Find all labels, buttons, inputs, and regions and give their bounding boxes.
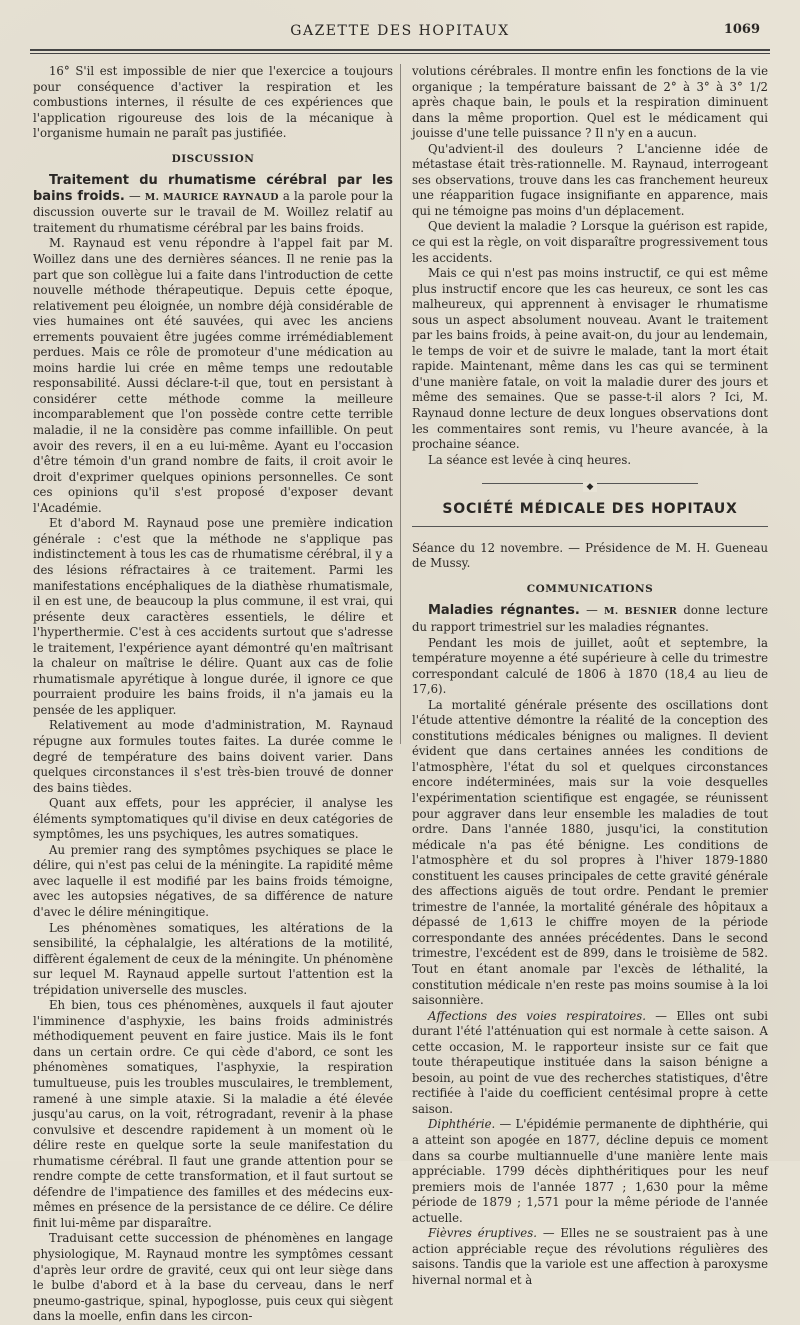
paragraph: Quant aux effets, pour les apprécier, il analyse les éléments symptomatiques qu'il divise en deux catégories de symptômes, les uns psychiques, les autres somatiques. — [33, 796, 393, 842]
article-title: Traitement du rhumatisme cérébral par les bains froids. — [33, 173, 393, 204]
publication-title: GAZETTE DES HOPITAUX — [290, 23, 510, 39]
paragraph: Et d'abord M. Raynaud pose une première indication générale : c'est que la méthode ne s'applique pas indistinctement à tous les cas de rhumatisme cérébral, il y a des lésions réfractaires à ce traitement. Parmi les manifestations encéphaliques de la diathèse rhumatismale, il en est une, de beaucoup la plus commune, il est vrai, qui présente deux caractères essentiels, le délire et l'hyperthermie. C'est à ces accidents surtout que s'adresse le traitement, l'expérience ayant démontré qu'en maîtrisant la chaleur on maîtrise le délire. Quant aux cas de folie rhumatismale apyrétique à longue durée, il ignore ce que pourraient produire les bains froids, il n'a jamais eu la pensée de les appliquer. — [33, 516, 393, 717]
paragraph-text: — L'épidémie permanente de diphthérie, qui a atteint son apogée en 1877, décline depuis ce moment dans sa courbe multiannuelle d'une manière lente mais appréciable. 1799 décès diphthéritiques pour les neuf premiers mois de l'année 1877 ; 1,630 pour la même période de 1879 ; 1,571 pour la même période de l'année actuelle. — [412, 1117, 768, 1225]
speaker-name: M. MAURICE RAYNAUD — [144, 191, 279, 203]
paragraph: Pendant les mois de juillet, août et septembre, la température moyenne a été supérieure à celle du trimestre correspondant calculé de 1806 à 1870 (18,4 au lieu de 17,6). — [412, 635, 768, 697]
paragraph-text: a la parole pour la discussion ouverte sur le travail de M. Woillez relatif au traitement du rhumatisme cérébral par les bains froids. — [33, 188, 393, 235]
paragraph: La séance est levée à cinq heures. — [428, 452, 632, 467]
paragraph — [412, 1117, 768, 1226]
dash: — — [124, 188, 145, 203]
page-number: 1069 — [723, 22, 760, 37]
column-divider — [400, 64, 401, 744]
paragraph: La mortalité générale présente des oscillations dont l'étude attentive démontre la réalité de la conception des constitutions médicales bénignes ou malignes. Il devient évident que dans certaines années les conditions de l'atmosphère, l'état du sol et quelques circonstances encore indéterminées, mais sur la voie desquelles l'expérimentation scientifique est engagée, se réunissent pour aggraver dans leur ensemble les maladies de tout ordre. Dans l'année 1880, jusqu'ici, la constitution médicale n'a pas été bénigne. Les conditions de l'atmosphère et du sol propres à l'hiver 1879-1880 constituent les causes principales de cette gravité générale des affections aiguës de tout ordre. Pendant le premier trimestre de l'année, la mortalité générale des hôpitaux a dépassé de 1,613 le chiffre moyen de la période correspondante des années précédentes. Dans le second trimestre, l'excédent est de 899, dans le troisième de 582. Tout en étant anomale par l'excès de léthalité, la constitution médicale n'en reste pas moins soumise à la loi saisonnière. — [412, 697, 768, 1008]
left-column — [33, 64, 393, 1324]
paragraph — [412, 1009, 768, 1118]
paragraph-text: — Elles ne se soustraient pas à une action appréciable reçue des révolutions régulières des saisons. Tandis que la variole est une affection à paroxysme hivernal normal et à — [412, 1226, 769, 1287]
paragraph-text: donne lecture du rapport trimestriel sur les maladies régnantes. — [412, 603, 768, 634]
subsection-title: Diphthérie. — [428, 1117, 496, 1132]
paragraph: M. Raynaud est venu répondre à l'appel fait par M. Woillez dans une des dernières séances. Il ne renie pas la part que son collègue lui a faite dans l'introduction de cette nouvelle méthode thérapeutique. Depuis cette époque, relativement peu éloignée, un nombre déjà considérable de vies humaines ont été sauvées, qui avec les anciens errements pouvaient être jugées comme irrémédiablement perdues. Mais ce rôle de promoteur d'une médication au moins hardie lui crée en même temps une redoutable responsabilité. Aussi déclare-t-il que, tout en persistant à considérer cette méthode comme la meilleure incomparablement que l'on possède contre cette terrible maladie, il ne la considère pas comme infaillible. On peut avoir des revers, il en a eu lui-même. Ayant eu l'occasion d'être témoin d'un grand nombre de faits, il croit avoir le droit d'exprimer quelques opinions personnelles. Ce sont ces opinions qu'il s'est proposé d'exposer devant l'Académie. — [33, 236, 393, 515]
society-title: SOCIÉTÉ MÉDICALE DES HOPITAUX — [442, 501, 738, 518]
right-column — [412, 64, 769, 1287]
paragraph: volutions cérébrales. Il montre enfin les fonctions de la vie organique ; la température baissant de 2° à 3° à 3° 1/2 après chaque bain, le pouls et la respiration diminuent dans la même proportion. Quel est le médicament qui jouisse d'une telle puissance ? Il n'y en a aucun. — [412, 64, 768, 141]
paragraph: Les phénomènes somatiques, les altérations de la sensibilité, la céphalalgie, les altérations de la motilité, diffèrent également de ceux de la méningite. Un phénomène sur lequel M. Raynaud appelle surtout l'attention est la trépidation universelle des muscles. — [33, 920, 393, 997]
header-rule — [30, 49, 770, 54]
section-heading: COMMUNICATIONS — [526, 582, 654, 595]
paragraph — [33, 173, 393, 236]
paragraph — [412, 1226, 768, 1288]
paragraph: Traduisant cette succession de phénomènes en langage physiologique, M. Raynaud montre les symptômes cessant d'après leur ordre de gravité, ceux qui ont leur siège dans le bulbe d'abord et à la base du cerveau, dans le nerf pneumo-gastrique, spinal, hypoglosse, puis ceux qui siègent dans la moelle, enfin dans les circon- — [33, 1231, 393, 1324]
title-rule — [412, 526, 768, 527]
subsection-title: Fièvres éruptives. — [428, 1226, 537, 1241]
diamond-icon: ◆ — [583, 482, 598, 492]
paragraph: Qu'advient-il des douleurs ? L'ancienne idée de métastase était très-rationnelle. M. Raynaud, interrogeant ses observations, trouve dans les cas franchement heureux une réapparition fugace insignifiante en apparence, mais qui ne témoigne pas moins d'un déplacement. — [412, 141, 768, 218]
ornament-divider — [412, 478, 768, 493]
dash: — — [579, 603, 605, 618]
paragraph: 16° S'il est impossible de nier que l'exercice a toujours pour conséquence d'activer la respiration et les combustions internes, il résulte de ces expériences que l'application rigoureuse des lois de la mécanique à l'organisme humain ne paraît pas justifiée. — [33, 64, 393, 141]
paragraph: Que devient la maladie ? Lorsque la guérison est rapide, ce qui est la règle, on voit disparaître progressivement tous les accidents. — [412, 219, 768, 265]
session-line: Séance du 12 novembre. — Présidence de M. H. Gueneau de Mussy. — [412, 540, 768, 571]
page-header — [30, 20, 770, 46]
paragraph: Eh bien, tous ces phénomènes, auxquels il faut ajouter l'imminence d'asphyxie, les bains froids administrés méthodiquement peuvent en faire justice. Mais ils le font dans un certain ordre. Ce qui cède d'abord, ce sont les phénomènes somatiques, l'asphyxie, la respiration tumultueuse, puis les troubles musculaires, le tremblement, ramené à une simple ataxie. Si la maladie a été élevée jusqu'au carus, on la voit, rétrogradant, revenir à la phase convulsive et descendre rapidement à un moment où le délire reste en quelque sorte la seule manifestation du rhumatisme cérébral. Il faut une grande attention pour se rendre compte de cette transformation, et il faut surtout se défendre de l'impatience des familles et des médecins eux-mêmes en présence de la persistance de ce délire. Ce délire finit lui-même par disparaître. — [33, 998, 393, 1230]
subsection-title: Affections des voies respiratoires. — [428, 1008, 646, 1023]
paragraph: Au premier rang des symptômes psychiques se place le délire, qui n'est pas celui de la méningite. La rapidité même avec laquelle il est modifié par les bains froids témoigne, avec les autopsies négatives, de sa différence de nature d'avec le délire méningitique. — [33, 842, 393, 919]
section-heading: DISCUSSION — [171, 152, 255, 165]
paragraph — [412, 603, 768, 635]
paragraph: Relativement au mode d'administration, M. Raynaud répugne aux formules toutes faites. La durée comme le degré de température des bains doivent varier. Dans quelques circonstances il s'est très-bien trouvé de donner des bains tièdes. — [33, 718, 393, 795]
paragraph-text: — Elles ont subi durant l'été l'atténuation qui est normale à cette saison. A cette occasion, M. le rapporteur insiste sur ce fait que toute thérapeutique instituée dans la saison bénigne a besoin, au point de vue des recherches statistiques, d'être rectifiée à l'aide du coefficient centésimal propre à cette saison. — [412, 1008, 768, 1116]
paragraph: Mais ce qui n'est pas moins instructif, ce qui est même plus instructif encore que les cas heureux, ce sont les cas malheureux, qui apprennent à envisager le rhumatisme sous un aspect absolument nouveau. Avant le traitement par les bains froids, à peine avait-on, du jour au lendemain, le temps de voir et de suivre le malade, tant la mort était rapide. Maintenant, même dans les cas qui se terminent d'une manière fatale, on voit la maladie durer des jours et même des semaines. Que se passe-t-il alors ? Ici, M. Raynaud donne lecture de deux longues observations dont les commentaires sont remis, vu l'heure avancée, à la prochaine séance. — [412, 266, 768, 452]
article-title: Maladies régnantes. — [428, 603, 580, 619]
speaker-name: M. BESNIER — [604, 606, 678, 618]
